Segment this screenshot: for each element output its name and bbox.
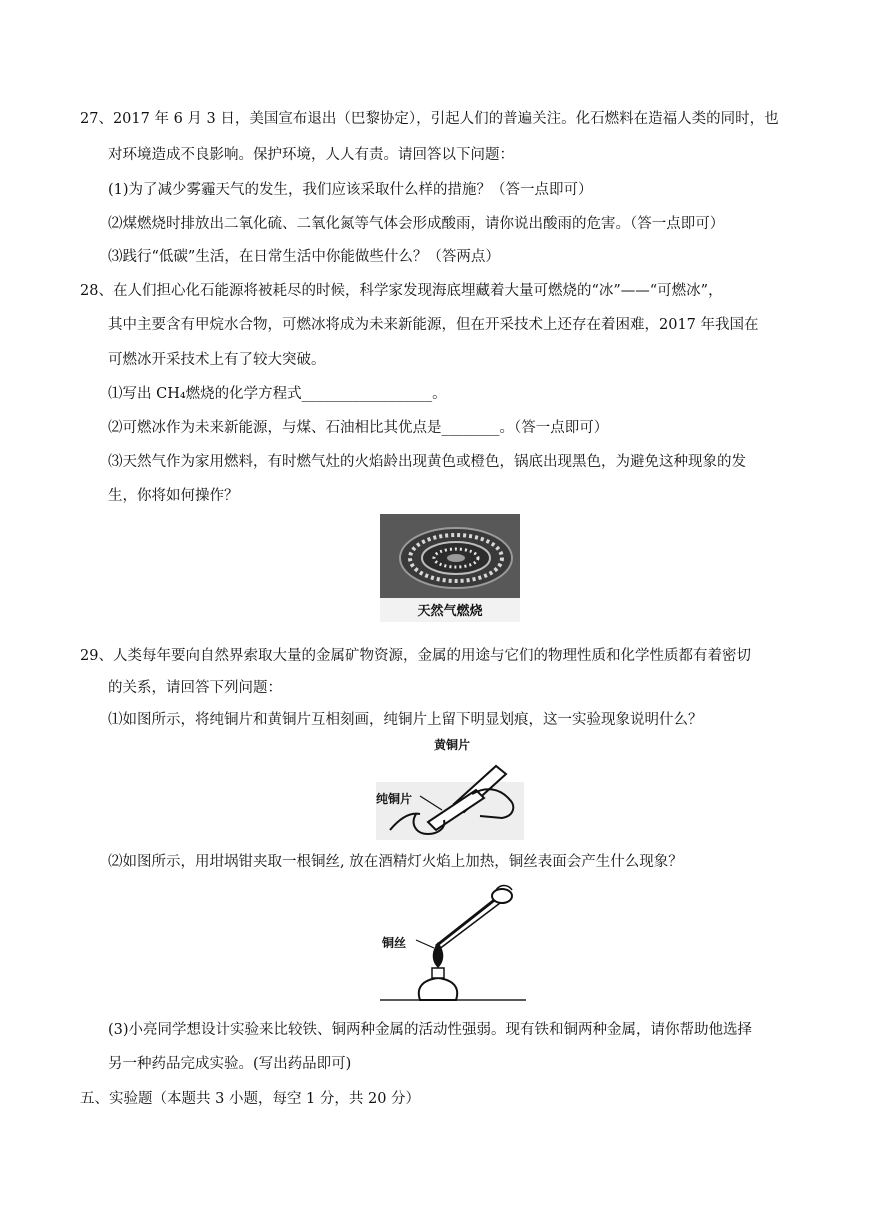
copper-brass-figure	[376, 734, 524, 840]
q28-stem-line2: 其中主要含有甲烷水合物，可燃冰将成为未来新能源，但在开采技术上还存在着困难，2017 年我国在	[108, 317, 759, 333]
q28-stem-line3: 可燃冰开采技术上有了较大突破。	[108, 352, 326, 368]
q29-stem-line1: 29、人类每年要向自然界索取大量的金属矿物资源，金属的用途与它们的物理性质和化学性质都有着密切	[80, 648, 751, 664]
gas-stove-figure	[380, 514, 520, 622]
q27-sub1: (1)为了减少雾霾天气的发生，我们应该采取什么样的措施？（答一点即可）	[108, 182, 593, 198]
q28-stem-line1: 28、在人们担心化石能源将被耗尽的时候，科学家发现海底埋藏着大量可燃烧的“冰”——“可燃冰”，	[80, 283, 723, 299]
q29-sub2: ⑵如图所示，用坩埚钳夹取一根铜丝, 放在酒精灯火焰上加热，铜丝表面会产生什么现象？	[108, 854, 683, 870]
q29-sub3-line1: (3)小亮同学想设计实验来比较铁、铜两种金属的活动性强弱。现有铁和铜两种金属，请你帮助他选择	[108, 1022, 753, 1038]
q28-sub2: ⑵可燃冰作为未来新能源，与煤、石油相比其优点是________。（答一点即可）	[108, 420, 609, 436]
q29-sub3-line2: 另一种药品完成实验。(写出药品即可)	[108, 1056, 352, 1072]
q28-sub3-line1: ⑶天然气作为家用燃料，有时燃气灶的火焰龄出现黄色或橙色，锅底出现黑色，为避免这种现象的发	[108, 454, 746, 470]
brass-sheet-label: 黄铜片	[434, 738, 471, 752]
copper-wire-heating-figure	[376, 880, 526, 1006]
q28-sub3-line2: 生，你将如何操作？	[108, 488, 239, 504]
q29-sub1: ⑴如图所示，将纯铜片和黄铜片互相刻画，纯铜片上留下明显划痕，这一实验现象说明什么？	[108, 712, 703, 728]
q27-sub2: ⑵煤燃烧时排放出二氧化硫、二氧化氮等气体会形成酸雨，请你说出酸雨的危害。（答一点即可）	[108, 216, 725, 232]
q27-stem-line2: 对环境造成不良影响。保护环境，人人有责。请回答以下问题：	[108, 147, 514, 163]
q27-stem-line1: 27、2017 年 6 月 3 日，美国宣布退出（巴黎协定），引起人们的普遍关注。化石燃料在造福人类的同时，也	[80, 111, 779, 127]
pure-copper-label: 纯铜片	[376, 792, 413, 806]
gas-stove-caption: 天然气燃烧	[417, 604, 483, 619]
q28-sub1: ⑴写出 CH₄燃烧的化学方程式__________________。	[108, 386, 447, 402]
copper-wire-label: 铜丝	[382, 936, 407, 950]
q27-sub3: ⑶践行“低碳”生活，在日常生活中你能做些什么？（答两点）	[108, 249, 500, 265]
q29-stem-line2: 的关系，请回答下列问题：	[108, 680, 282, 696]
section5-heading: 五、实验题（本题共 3 小题，每空 1 分，共 20 分）	[80, 1091, 421, 1107]
